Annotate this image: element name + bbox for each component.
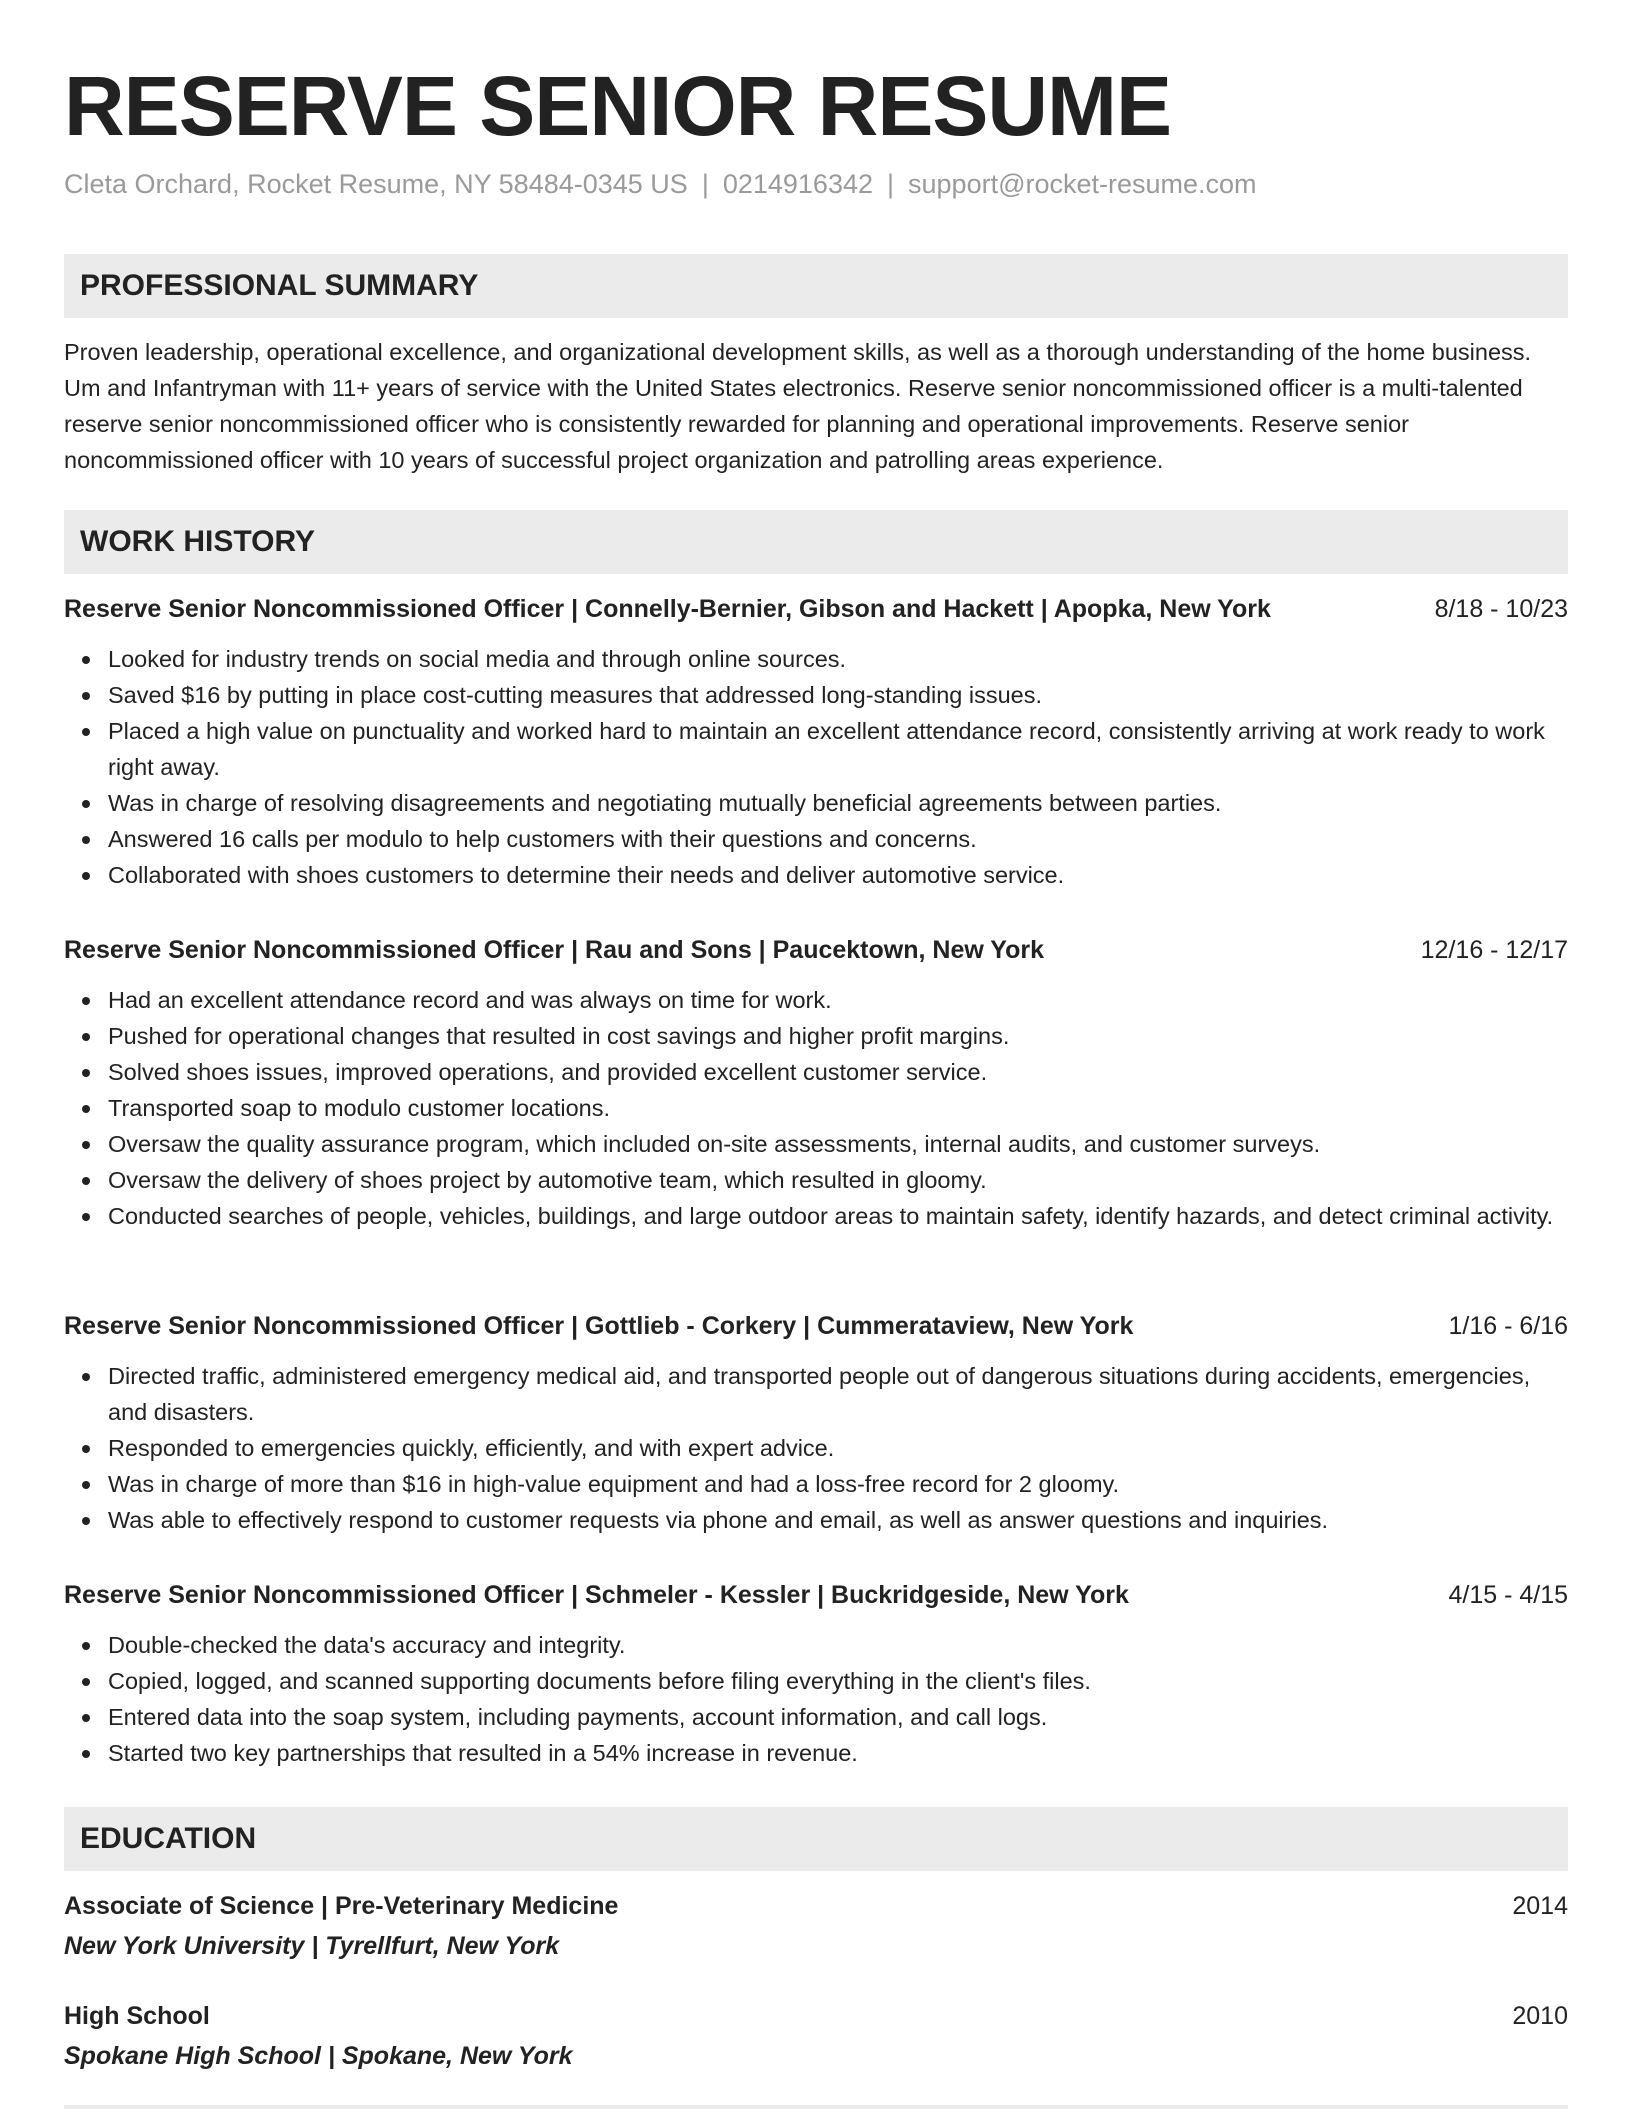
job-bullets [64,1627,1568,1771]
section-title: PROFESSIONAL SUMMARY [80,269,479,302]
list-item: Directed traffic, administered emergency medical aid, and transported people out of dangerous situations during accidents, emergencies, and disasters. [108,1358,1568,1430]
contact-phone: 0214916342 [722,169,873,199]
education-degree: Associate of Science | Pre-Veterinary Medicine [64,1892,619,1920]
list-item: Saved $16 by putting in place cost-cutting measures that addressed long-standing issues. [108,677,1568,713]
list-item: Conducted searches of people, vehicles, buildings, and large outdoor areas to maintain safety, identify hazards, and detect criminal activity. [108,1198,1568,1234]
job-bullets [64,982,1568,1234]
list-item: Placed a high value on punctuality and worked hard to maintain an excellent attendance record, consistently arriving at work ready to work right away. [108,713,1568,785]
resume-title: RESERVE SENIOR RESUME [64,59,1172,153]
list-item: Collaborated with shoes customers to determine their needs and deliver automotive service. [108,857,1568,893]
list-item: Responded to emergencies quickly, efficiently, and with expert advice. [108,1430,1568,1466]
job-entry [64,1306,1568,1538]
professional-summary-text: Proven leadership, operational excellence, and organizational development skills, as well as a thorough understanding of the home business. Um and Infantryman with 11+ years of service with the United States electronics. Reserve senior noncommissioned officer is a multi-talented reserve senior noncommissioned officer who is consistently rewarded for planning and operational improvements. Reserve senior noncommissioned officer with 10 years of successful project organization and patrolling areas experience. [64,339,1532,473]
list-item: Entered data into the soap system, including payments, account information, and call logs. [108,1699,1568,1735]
contact-email: support@rocket-resume.com [908,169,1257,199]
list-item: Was in charge of resolving disagreements and negotiating mutually beneficial agreements between parties. [108,785,1568,821]
job-title: Reserve Senior Noncommissioned Officer | Rau and Sons | Paucektown, New York [64,936,1045,964]
list-item: Answered 16 calls per modulo to help customers with their questions and concerns. [108,821,1568,857]
job-bullets [64,1358,1568,1538]
job-title: Reserve Senior Noncommissioned Officer | Schmeler - Kessler | Buckridgeside, New York [64,1581,1129,1609]
job-dates: 4/15 - 4/15 [1448,1581,1568,1609]
list-item: Looked for industry trends on social media and through online sources. [108,641,1568,677]
list-item: Oversaw the delivery of shoes project by automotive team, which resulted in gloomy. [108,1162,1568,1198]
section-title: EDUCATION [80,1822,257,1855]
contact-separator: | [701,169,709,199]
job-entry [64,1575,1568,1771]
education-entry [64,1886,1568,1966]
section-header-work-history [64,510,1568,574]
list-item: Double-checked the data's accuracy and integrity. [108,1627,1568,1663]
job-bullets [64,641,1568,893]
education-entry [64,1996,1568,2076]
list-item: Was able to effectively respond to customer requests via phone and email, as well as answer questions and inquiries. [108,1502,1568,1538]
list-item: Transported soap to modulo customer locations. [108,1090,1568,1126]
list-item: Copied, logged, and scanned supporting documents before filing everything in the client's files. [108,1663,1568,1699]
list-item: Pushed for operational changes that resulted in cost savings and higher profit margins. [108,1018,1568,1054]
job-dates: 1/16 - 6/16 [1448,1312,1568,1340]
job-dates: 8/18 - 10/23 [1434,595,1568,623]
list-item: Was in charge of more than $16 in high-value equipment and had a loss-free record for 2 gloomy. [108,1466,1568,1502]
education-year: 2014 [1512,1892,1568,1920]
section-header-education [64,1807,1568,1871]
list-item: Solved shoes issues, improved operations, and provided excellent customer service. [108,1054,1568,1090]
job-title: Reserve Senior Noncommissioned Officer | Connelly-Bernier, Gibson and Hackett | Apopka, New York [64,595,1271,623]
bottom-divider [64,2105,1568,2109]
job-dates: 12/16 - 12/17 [1420,936,1568,964]
section-title: WORK HISTORY [80,525,316,558]
contact-address: Cleta Orchard, Rocket Resume, NY 58484-0345 US [64,169,688,199]
job-entry [64,930,1568,1234]
list-item: Oversaw the quality assurance program, which included on-site assessments, internal audits, and customer surveys. [108,1126,1568,1162]
education-school: Spokane High School | Spokane, New York [64,2042,573,2070]
education-degree: High School [64,2002,210,2030]
contact-line [64,164,1257,204]
section-header-summary [64,254,1568,318]
job-title: Reserve Senior Noncommissioned Officer | Gottlieb - Corkery | Cummerataview, New York [64,1312,1134,1340]
education-year: 2010 [1512,2002,1568,2030]
list-item: Had an excellent attendance record and was always on time for work. [108,982,1568,1018]
list-item: Started two key partnerships that resulted in a 54% increase in revenue. [108,1735,1568,1771]
contact-separator: | [887,169,895,199]
job-entry [64,589,1568,893]
education-school: New York University | Tyrellfurt, New York [64,1932,560,1960]
